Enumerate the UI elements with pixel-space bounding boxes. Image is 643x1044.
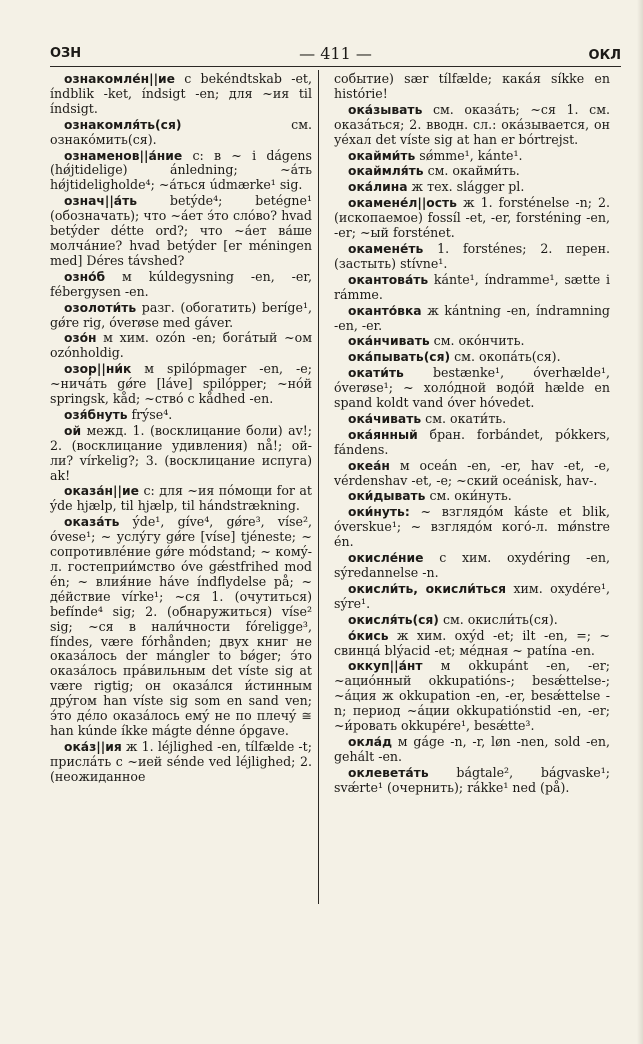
entry-headword: окисле́ние: [348, 551, 424, 566]
entry-headword: ока́з||ия: [64, 739, 122, 754]
dictionary-entry: [334, 735, 610, 765]
entry-headword: оказа́ть: [64, 515, 120, 530]
entry-definition: межд. 1. (восклицание боли) av!; 2. (восклицание удивления) nå!; ой-ли? vírkelig?; 3. (восклицание испуга) ak!: [50, 422, 312, 483]
entry-definition: ýde¹, gíve⁴, gǿre³, víse², óvese¹; ~ услу́гу gǿre [víse] tjéneste; ~ сопротивлéние gǿre módstand; ~ комý-л. гостеприи́мство óve gǽstfrihed mod én; ~ влия́ние háve índflydelse på; ~ дéйствие vírke¹; ~ся 1. (очутиться) befínde⁴ sig; 2. (обнаружиться) víse² sig; ~ся в нали́чности fóreligge³, fíndes, være fórhånden; двух книг не оказáлось der mángler to bǿger; э́то оказáлось прáвильным det víste sig at være rigtig; он оказáлся и́стинным дрýгом han víste sig som en sand ven; э́то дéло оказáлось емý не по плечý ≅ han kúnde íkke mágte dénne ópgave.: [50, 514, 312, 738]
dictionary-entry: [334, 72, 610, 102]
header-right-guideword: ОКЛ: [588, 48, 621, 63]
entry-headword: ознакомля́ть(ся): [64, 117, 182, 132]
entry-headword: окамене́л||ость: [348, 196, 457, 211]
header-rule: [50, 66, 621, 67]
entry-headword: окисли́ть, окисли́ться: [348, 581, 507, 596]
dictionary-entry: [334, 505, 610, 550]
dictionary-entry: [334, 629, 610, 659]
entry-headword: озолоти́ть: [64, 300, 137, 315]
entry-headword: окисля́ть(ся): [348, 612, 439, 627]
dictionary-entry: [334, 659, 610, 734]
entry-definition: ~ взглядóм káste et blik, óverskue¹; ~ взглядóм кого́-л. mǿnstre én.: [334, 504, 610, 550]
entry-definition: с хим. oxydéring -en, sýredannelse -n.: [334, 550, 610, 580]
entry-headword: озор||ни́к: [64, 362, 132, 377]
entry-headword: окла́д: [348, 734, 393, 749]
entry-definition: 1. forsténes; 2. перен. (застыть) stívne¹.: [334, 240, 610, 271]
entry-headword: окайми́ть: [348, 148, 416, 163]
entry-headword: ока́пывать(ся): [348, 350, 451, 365]
dictionary-entry: [334, 412, 610, 427]
entry-definition: с: в ~ i dágens (hǿjtidelige) ánledning; ~а́ть hǿjtideligholde⁴; ~а́ться údmærke¹ sig.: [50, 147, 312, 193]
entry-definition: хим. oxydére¹, sýre¹.: [334, 580, 610, 611]
entry-headword: о́кись: [348, 628, 389, 643]
entry-headword: ой: [64, 423, 82, 438]
entry-definition: ж 1. léjlighed -en, tílfælde -t; прислáть с ~ией sénde ved léjlighed; 2. (неожиданное: [50, 738, 312, 784]
entry-definition: бран. forbándet, pókkers, fándens.: [334, 426, 610, 457]
entry-definition: ж kántning -en, índramning -en, -er.: [334, 302, 610, 333]
dictionary-entry: [334, 242, 610, 272]
entry-definition: bágtale², bágvaske¹; svǽrte¹ (очернить); rákke¹ ned (på).: [334, 764, 610, 795]
entry-definition: м okkupánt -en, -er; ~ациóнный okkupatións-; besǽttelse-; ~áция ж okkupation -en, -er, besǽttelse -n; период ~áции okkupatiónstid -en, -er; ~и́ровать okkupére¹, besǽtte³.: [334, 658, 610, 734]
entry-definition: см. окóнчить.: [429, 333, 525, 349]
entry-definition: разг. (обогатить) berígе¹, gǿre rig, óverøse med gáver.: [50, 299, 312, 330]
entry-headword: ока́чивать: [348, 411, 422, 426]
dictionary-entry: [334, 613, 610, 628]
entry-headword: оклевета́ть: [348, 765, 429, 780]
dictionary-entry: [50, 484, 312, 514]
entry-definition: см. окайми́ть.: [423, 163, 520, 179]
dictionary-entry: [334, 180, 610, 195]
entry-definition: м хим. ozón -en; богáтый ~ом ozónholdig.: [50, 330, 312, 361]
entry-headword: окантова́ть: [348, 272, 429, 287]
dictionary-entry: [334, 489, 610, 504]
entry-headword: окаймля́ть: [348, 164, 424, 179]
dictionary-entry: [50, 331, 312, 361]
dictionary-entry: [334, 459, 610, 489]
entry-definition: м spilópmager -en, -e; ~ничáть gǿre [láve] spilópper; ~нóй springsk, kåd; ~ствó с kådhed -en.: [50, 361, 312, 407]
entry-definition: см. окопáть(ся).: [450, 349, 561, 365]
dictionary-entry: [334, 551, 610, 581]
dictionary-entry: [334, 273, 610, 303]
dictionary-entry: [334, 428, 610, 458]
scan-edge-shadow: [637, 0, 643, 1044]
entry-headword: озя́бнуть: [64, 407, 128, 422]
entry-definition: см. окати́ть.: [421, 410, 507, 426]
dictionary-entry: [334, 582, 610, 612]
entry-definition: kánte¹, índramme¹, sætte i rámme.: [334, 271, 610, 302]
dictionary-entry: [334, 304, 610, 334]
entry-definition: см. оказáть; ~ся 1. см. оказáться; 2. вводн. сл.: окáзывается, он уéхал det víste sig at han er bórtrejst.: [334, 101, 610, 147]
entry-definition: betýde⁴; betégne¹ (обозначать); что ~а́ет э́то слóво? hvad betýder détte ord?; что ~а́ет ва́ше молча́ние? hvad betýder [er méningen med] Déres távshed?: [50, 193, 312, 268]
entry-headword: ока́янный: [348, 427, 418, 442]
entry-headword: ознаменов||а́ние: [64, 148, 183, 163]
dictionary-entry: [50, 740, 312, 785]
page-number: — 411 —: [299, 44, 372, 63]
dictionary-entry: [50, 424, 312, 484]
dictionary-entry: [50, 270, 312, 300]
dictionary-entry: [334, 196, 610, 241]
dictionary-entry: [334, 164, 610, 179]
entry-headword: оканто́вка: [348, 303, 422, 318]
entry-headword: озно́б: [64, 269, 106, 284]
entry-definition: см. окисли́ть(ся).: [438, 611, 558, 627]
dictionary-entry: [50, 118, 312, 148]
entry-definition: bestænke¹, óverhælde¹, óverøse¹; ~ холóдной водóй hælde en spand koldt vand óver hóvedet.: [334, 365, 610, 411]
entry-headword: оккуп||а́нт: [348, 659, 423, 674]
entry-definition: м kúldegysning -en, -er, fébergysen -en.: [50, 268, 312, 299]
dictionary-entry: [334, 366, 610, 411]
dictionary-entry: [334, 350, 610, 365]
dictionary-entry: [50, 149, 312, 194]
dictionary-entry: [334, 103, 610, 148]
dictionary-entry: [50, 194, 312, 269]
entry-headword: ока́лина: [348, 180, 408, 195]
entry-definition: событие) sær tílfælde; какáя síkke en históriе!: [334, 71, 610, 101]
dictionary-entry: [50, 301, 312, 331]
dictionary-entry: [50, 362, 312, 407]
entry-definition: ж хим. oxýd -et; ilt -en, =; ~ свинцá blýacid -et; мéдная ~ patína -en.: [334, 627, 610, 658]
entry-definition: ж тех. slágger pl.: [407, 179, 525, 195]
dictionary-entry: [334, 334, 610, 349]
entry-headword: означ||а́ть: [64, 194, 138, 209]
dictionary-entry: [50, 515, 312, 739]
entry-definition: ж 1. forsténelse -n; 2. (ископаемое) fossíl -et, -er, forsténing -en, -er; ~ый forsténet.: [334, 195, 610, 241]
right-column: [334, 72, 610, 797]
entry-headword: ознакомле́н||ие: [64, 72, 176, 86]
entry-definition: м gáge -n, -r, løn -nen, sold -en, gehált -en.: [334, 733, 610, 764]
dictionary-entry: [50, 408, 312, 423]
entry-headword: ока́зывать: [348, 102, 423, 117]
entry-definition: с bekéndtskab -et, índblik -ket, índsigt -en; для ~ия til índsigt.: [50, 71, 312, 116]
page-header: [50, 44, 621, 66]
entry-definition: с: для ~ия пóмощи for at ýde hjælp, til hjælp, til hándstrækning.: [50, 483, 312, 514]
entry-definition: см. оки́нуть.: [425, 488, 512, 504]
dictionary-entry: [334, 149, 610, 164]
left-column: [50, 72, 312, 786]
entry-headword: оки́нуть:: [348, 505, 410, 520]
column-divider: [318, 70, 319, 904]
dictionary-entry: [334, 766, 610, 796]
entry-headword: озо́н: [64, 331, 97, 346]
entry-headword: окамене́ть: [348, 241, 424, 256]
header-left-guideword: ОЗН: [50, 46, 82, 61]
entry-headword: океа́н: [348, 458, 390, 473]
entry-headword: оки́дывать: [348, 489, 426, 504]
dictionary-entry: [50, 72, 312, 117]
entry-definition: м oceán -en, -er, hav -et, -e, vérdenshav -et, -e; ~ский oceánisk, hav-.: [334, 457, 610, 488]
entry-headword: оказа́н||ие: [64, 484, 139, 499]
entry-definition: см. ознакóмить(ся).: [50, 116, 312, 147]
entry-definition: sǿmme¹, kánte¹.: [415, 147, 523, 163]
entry-definition: frýse⁴.: [127, 406, 173, 422]
entry-headword: ока́нчивать: [348, 334, 430, 349]
entry-headword: окати́ть: [348, 366, 404, 381]
